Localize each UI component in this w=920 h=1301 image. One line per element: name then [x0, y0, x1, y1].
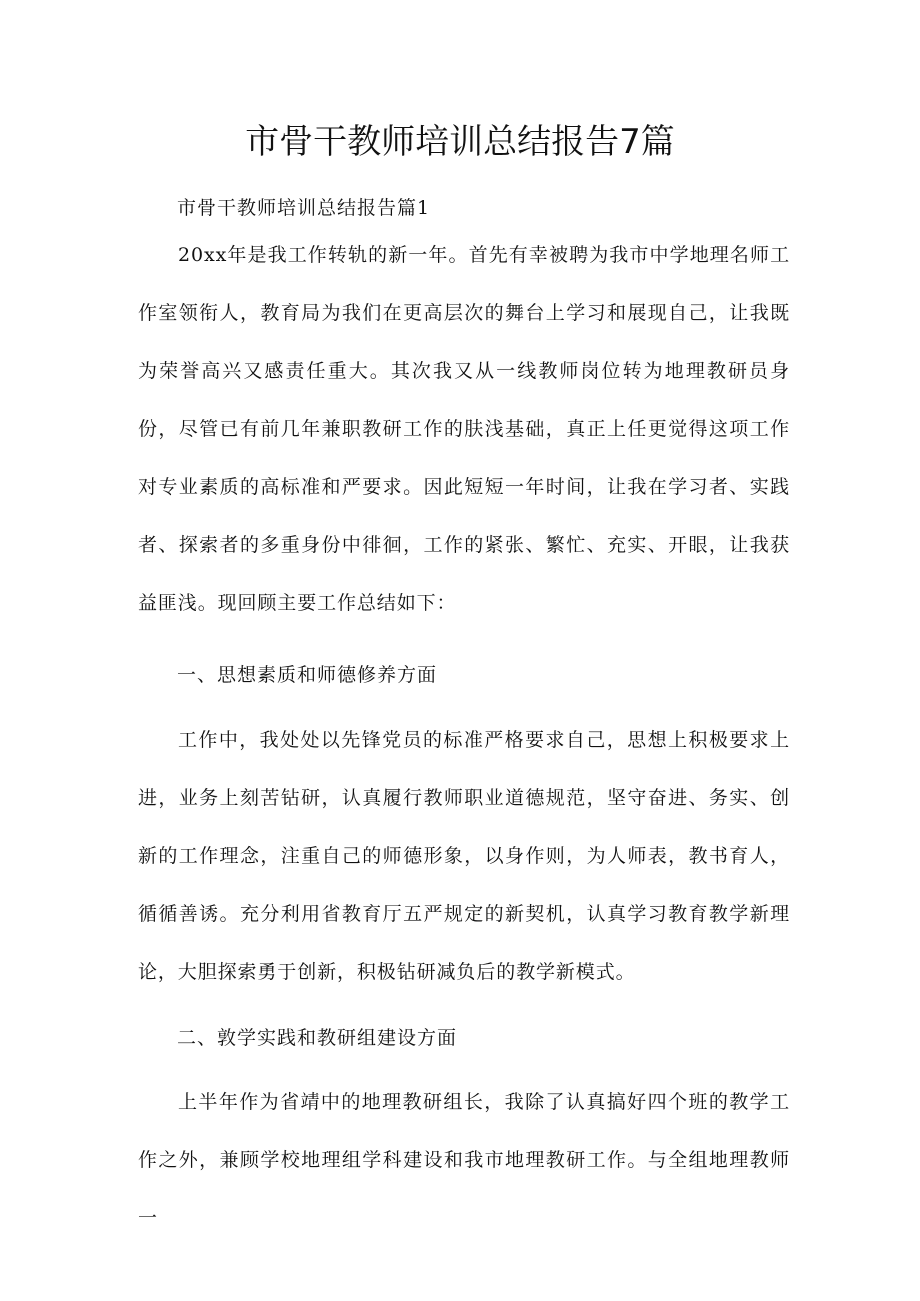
paragraph-intro: 20xx年是我工作转轨的新一年。首先有幸被聘为我市中学地理名师工作室领衔人，教育局为我们在更高层次的舞台上学习和展现自己，让我既为荣誉高兴又感责任重大。其次我又从一线教师岗位转为地理教研员身份，尽管已有前几年兼职教研工作的肤浅基础，真正上任更觉得这项工作对专业素质的高标准和严要求。因此短短一年时间，让我在学习者、实践者、探索者的多重身份中徘徊，工作的紧张、繁忙、充实、开眼，让我获益匪浅。现回顾主要工作总结如下：: [138, 244, 790, 614]
section-heading-1: 一、思想素质和师德修养方面: [177, 664, 438, 686]
paragraph-ethics: 工作中，我处处以先锋党员的标准严格要求自己，思想上积极要求上进，业务上刻苦钻研，认真履行教师职业道德规范，坚守奋进、务实、创新的工作理念，注重自己的师德形象，以身作则，为人师表，教书育人，循循善诱。充分利用省教育厅五严规定的新契机，认真学习教育教学新理论，大胆探索勇于创新，积极钻研减负后的教学新模式。: [138, 729, 790, 983]
paragraph-teaching: 上半年作为省靖中的地理教研组长，我除了认真搞好四个班的教学工作之外，兼顾学校地理组学科建设和我市地理教研工作。与全组地理教师一: [138, 1091, 790, 1229]
section-heading-2: 二、敦学实践和教研组建设方面: [177, 1027, 458, 1049]
section-subtitle: 市骨干教师培训总结报告篇1: [177, 197, 431, 219]
document-title: 市骨干教师培训总结报告7篇: [245, 122, 675, 162]
